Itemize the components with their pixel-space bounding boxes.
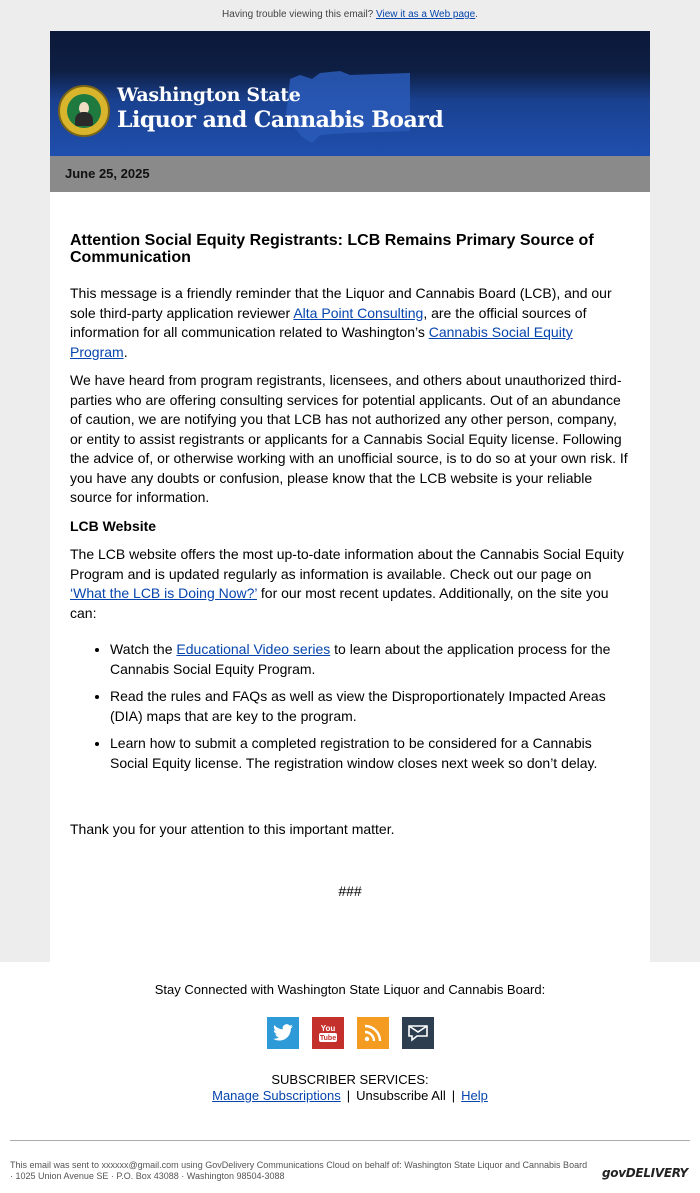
list-item: • Watch the Educational Video series to learn about the application process for the Cannabis Social Equity Program. xyxy=(110,640,630,679)
end-mark: ### xyxy=(338,883,362,899)
footer-divider xyxy=(10,1140,690,1141)
govdelivery-logo: govDELIVERY xyxy=(602,1166,688,1180)
alta-point-link[interactable]: Alta Point Consulting xyxy=(293,304,424,321)
paragraph-caution: We have heard from program registrants, licensees, and others about unauthorized third-parties who are offering consulting services for potential applicants. Out of an abundance of caution, we are notifying you that LCB has not authorized any other person, company, or entity to assist registrants or applicants for a Cannabis Social Equity license. Following the advice of, or otherwise working with an unofficial source, is to do so at your own risk. If you have any doubts or confusion, please know that the LCB website is your reliable source for information. xyxy=(70,372,628,505)
subheading-lcb-website: LCB Website xyxy=(70,517,157,534)
stay-connected-text: Stay Connected with Washington State Liquor and Cannabis Board: xyxy=(154,982,546,997)
svg-text:Tube: Tube xyxy=(319,1035,336,1042)
social-equity-program-link[interactable]: Cannabis Social Equity Program xyxy=(70,324,573,360)
unsubscribe-all-text[interactable]: Unsubscribe All xyxy=(356,1088,446,1103)
paragraph-intro: This message is a friendly reminder that the Liquor and Cannabis Board (LCB), and our sole third-party application reviewer Alta Point Consulting, are the official sources of information for all communication related to Washington’s Cannabis Social Equity Program. xyxy=(70,285,612,360)
legal-text: This email was sent to xxxxxx@gmail.com using GovDelivery Communications Cloud on behalf of: Washington State Liquor and Cannabis Board · 1025 Union Avenue SE · P.O. Box 43088 · Washington 98504-3088 xyxy=(10,1160,588,1181)
twitter-icon[interactable] xyxy=(267,1017,299,1049)
social-icons xyxy=(0,1017,700,1049)
subscriber-services: SUBSCRIBER SERVICES: Manage Subscriptions | Unsubscribe All | Help xyxy=(0,1072,700,1104)
what-lcb-doing-link[interactable]: ‘What the LCB is Doing Now?’ xyxy=(70,585,258,601)
brand-line-2: Liquor and Cannabis Board xyxy=(117,107,444,133)
brand-line-1: Washington State xyxy=(117,84,301,106)
state-seal-icon xyxy=(58,85,110,137)
view-web-page-link[interactable]: View it as a Web page xyxy=(376,9,476,20)
youtube-icon[interactable] xyxy=(312,1017,344,1049)
rss-icon[interactable] xyxy=(357,1017,389,1049)
date-bar: June 25, 2025 xyxy=(50,156,650,192)
subscriber-heading: SUBSCRIBER SERVICES: xyxy=(271,1072,429,1087)
help-link[interactable]: Help xyxy=(461,1088,488,1103)
article-title: Attention Social Equity Registrants: LCB Remains Primary Source of Communication xyxy=(70,232,594,266)
header-banner xyxy=(50,31,650,156)
manage-subscriptions-link[interactable]: Manage Subscriptions xyxy=(212,1088,341,1103)
email-content xyxy=(50,192,650,962)
list-item: • Read the rules and FAQs as well as view the Disproportionately Impacted Areas (DIA) maps that are key to the program. xyxy=(110,687,630,726)
educational-video-link[interactable]: Educational Video series xyxy=(176,641,331,657)
svg-text:You: You xyxy=(320,1024,335,1033)
web-view-notice: Having trouble viewing this email? View it as a Web page. xyxy=(222,9,478,20)
website-bullet-list xyxy=(110,640,630,773)
email-icon[interactable] xyxy=(402,1017,434,1049)
list-item: • Learn how to submit a completed registration to be considered for a Cannabis Social Equity license. The registration window closes next week so don’t delay. xyxy=(110,734,630,773)
thanks-text: Thank you for your attention to this important matter. xyxy=(70,821,395,837)
paragraph-website: The LCB website offers the most up-to-date information about the Cannabis Social Equity Program and is updated regularly as information is available. Check out our page on ‘What the LCB is Doing Now?’ for our most recent updates. Additionally, on the site you can: xyxy=(70,546,624,621)
